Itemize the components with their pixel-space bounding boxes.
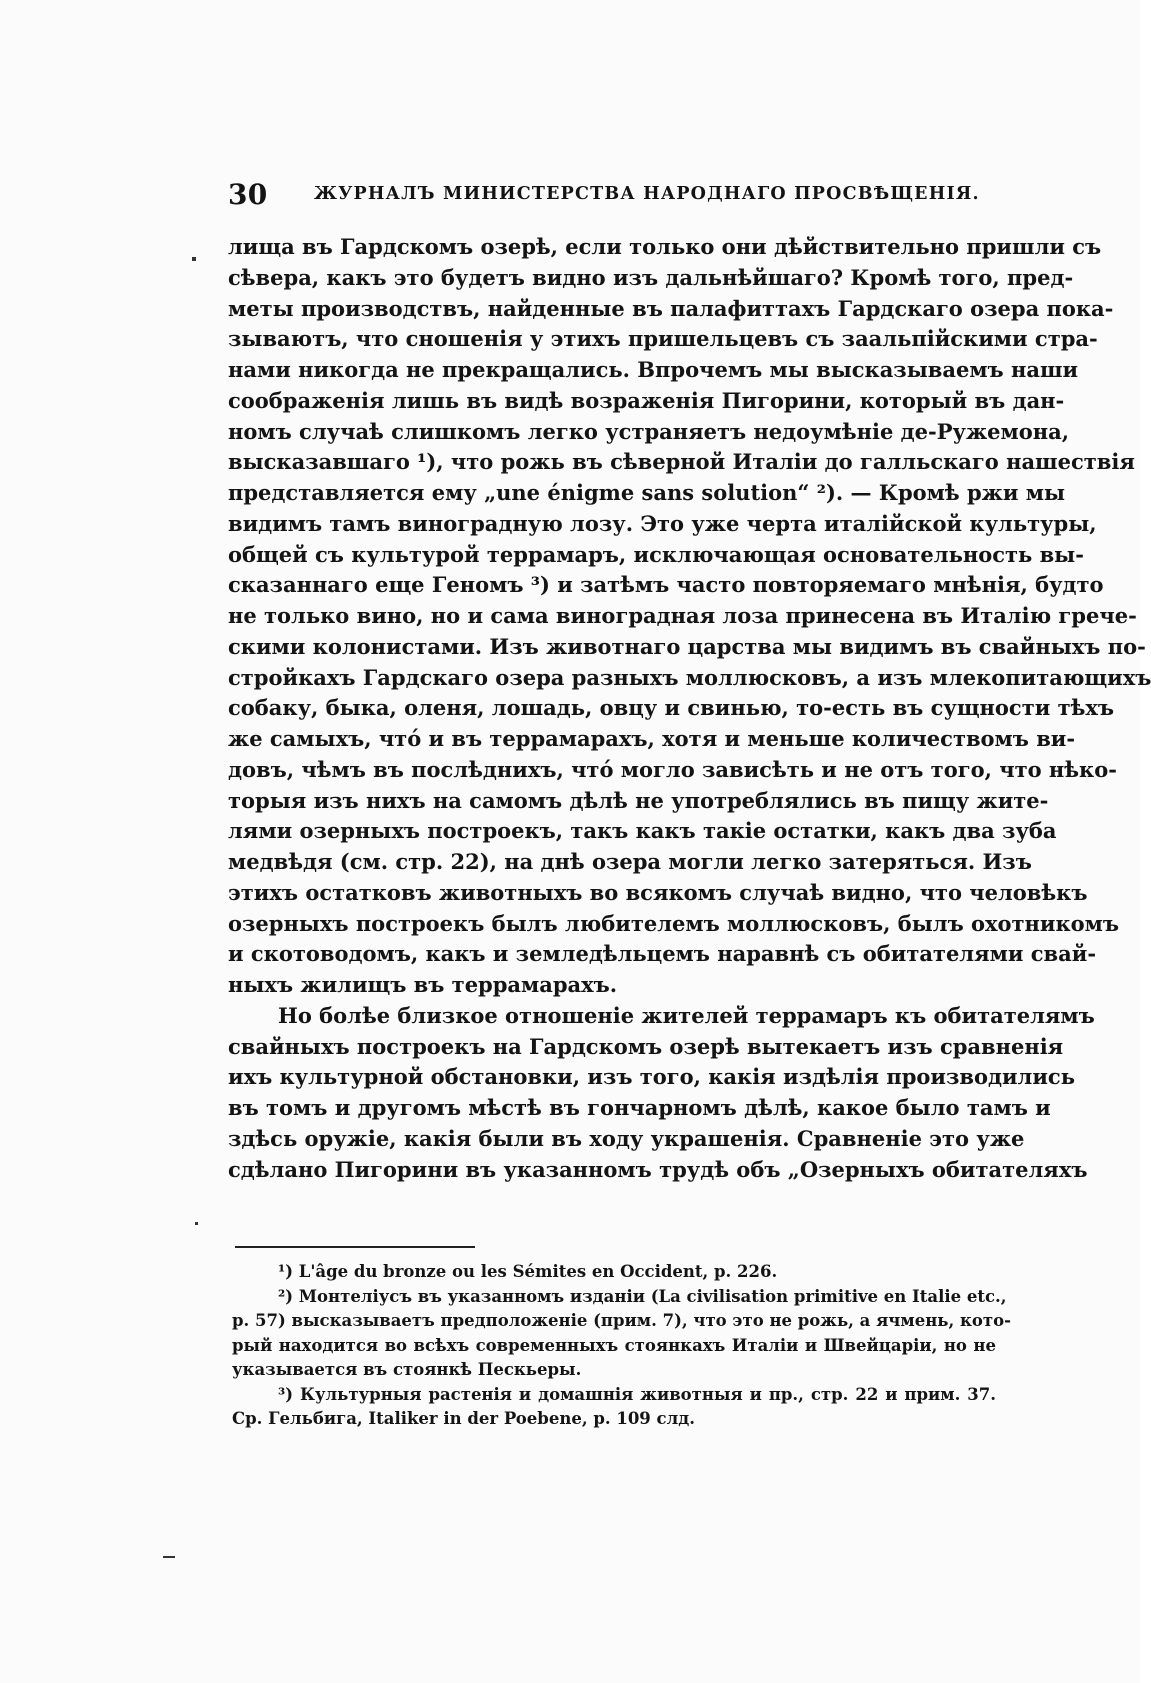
- footnote-line: Ср. Гельбига, Italiker in der Poebene, p. 109 слд.: [232, 1409, 695, 1428]
- footnote-rule: [235, 1246, 475, 1248]
- text-line: не только вино, но и сама виноградная лоза принесена въ Италію грече-: [228, 603, 1137, 628]
- text-line: ихъ культурной обстановки, изъ того, какія издѣлія производились: [228, 1064, 1075, 1090]
- margin-dot-mark: [195, 1222, 198, 1225]
- text-line: сказаннаго еще Геномъ ³) и затѣмъ часто повторяемаго мнѣнія, будто: [228, 572, 1104, 598]
- text-line: этихъ остатковъ животныхъ во всякомъ случаѣ видно, что человѣкъ: [228, 879, 1088, 905]
- text-line: и скотоводомъ, какъ и земледѣльцемъ наравнѣ съ обитателями свай-: [228, 941, 1097, 967]
- text-line: соображенія лишь въ видѣ возраженія Пигорини, который въ дан-: [228, 387, 1065, 413]
- text-line: сѣвера, какъ это будетъ видно изъ дальнѣйшаго? Кромѣ того, пред-: [228, 264, 1074, 290]
- text-line: меты производствъ, найденные въ палафиттахъ Гардскаго озера пока-: [228, 295, 1114, 321]
- footnotes: [232, 1260, 1011, 1432]
- text-line: здѣсь оружіе, какія были въ ходу украшенія. Сравненіе это уже: [228, 1125, 1025, 1151]
- text-line: представляется ему „une énigme sans solution“ ²). — Кромѣ ржи мы: [228, 480, 1066, 505]
- text-line: же самыхъ, что́ и въ террамарахъ, хотя и меньше количествомъ ви-: [228, 726, 1076, 751]
- text-line: ныхъ жилищъ въ террамарахъ.: [228, 972, 618, 997]
- text-line: нами никогда не прекращались. Впрочемъ мы высказываемъ наши: [228, 357, 1079, 382]
- footnote-line: ²) Монтеліусъ въ указанномъ изданіи (La civilisation primitive en Italie etc.,: [278, 1286, 1007, 1306]
- text-line: лями озерныхъ построекъ, такъ какъ такіе остатки, какъ два зуба: [228, 818, 1057, 844]
- text-line: озерныхъ построекъ былъ любителемъ моллюсковъ, былъ охотникомъ: [228, 910, 1120, 936]
- page-number: 30: [228, 178, 268, 211]
- margin-dash-mark: [163, 1556, 175, 1558]
- footnote-line: рый находится во всѣхъ современныхъ стоянкахъ Италіи и Швейцаріи, но не: [232, 1335, 996, 1355]
- text-line: номъ случаѣ слишкомъ легко устраняетъ недоумѣніе де-Ружемона,: [228, 418, 1070, 444]
- margin-dot-mark: [192, 257, 196, 261]
- body-text: [228, 232, 1151, 1185]
- text-line: довъ, чѣмъ въ послѣднихъ, что́ могло зависѣть и не отъ того, что нѣко-: [228, 756, 1117, 782]
- text-line: видимъ тамъ виноградную лозу. Это уже черта италійской культуры,: [228, 510, 1097, 536]
- text-line: высказавшаго ¹), что рожь въ сѣверной Италіи до галльскаго нашествія: [228, 449, 1135, 475]
- footnote-line: указывается въ стоянкѣ Пескьеры.: [232, 1360, 582, 1379]
- text-line: торыя изъ нихъ на самомъ дѣлѣ не употреблялись въ пищу жите-: [228, 787, 1049, 813]
- footnote-line: ¹) L'âge du bronze ou les Sémites en Occident, p. 226.: [278, 1262, 778, 1281]
- text-line: въ томъ и другомъ мѣстѣ въ гончарномъ дѣлѣ, какое было тамъ и: [228, 1095, 1051, 1120]
- text-line: собаку, быка, оленя, лошадь, овцу и свинью, то-есть въ сущности тѣхъ: [228, 695, 1115, 721]
- text-line: сдѣлано Пигорини въ указанномъ трудѣ объ „Озерныхъ обитателяхъ: [228, 1156, 1088, 1182]
- journal-title: ЖУРНАЛЪ МИНИСТЕРСТВА НАРОДНАГО ПРОСВѢЩЕНІЯ.: [314, 184, 980, 204]
- text-line: Но болѣе близкое отношеніе жителей террамаръ къ обитателямъ: [278, 1002, 1095, 1028]
- text-line: зываютъ, что сношенія у этихъ пришельцевъ съ заальпійскими стра-: [228, 326, 1098, 352]
- text-line: лища въ Гардскомъ озерѣ, если только они дѣйствительно пришли съ: [228, 234, 1102, 259]
- text-line: общей съ культурой террамаръ, исключающая основательность вы-: [228, 541, 1084, 567]
- text-line: скими колонистами. Изъ животнаго царства мы видимъ въ свайныхъ по-: [228, 633, 1146, 659]
- text-line: свайныхъ построекъ на Гардскомъ озерѣ вытекаетъ изъ сравненія: [228, 1033, 1064, 1059]
- footnote-line: р. 57) высказываетъ предположеніе (прим. 7), что это не рожь, а ячмень, кото-: [232, 1311, 1011, 1330]
- footnote-line: ³) Культурныя растенія и домашнія животныя и пр., стр. 22 и прим. 37.: [278, 1384, 996, 1404]
- text-line: медвѣдя (см. стр. 22), на днѣ озера могли легко затеряться. Изъ: [228, 849, 1032, 874]
- text-line: стройкахъ Гардскаго озера разныхъ моллюсковъ, а изъ млекопитающихъ: [228, 664, 1151, 690]
